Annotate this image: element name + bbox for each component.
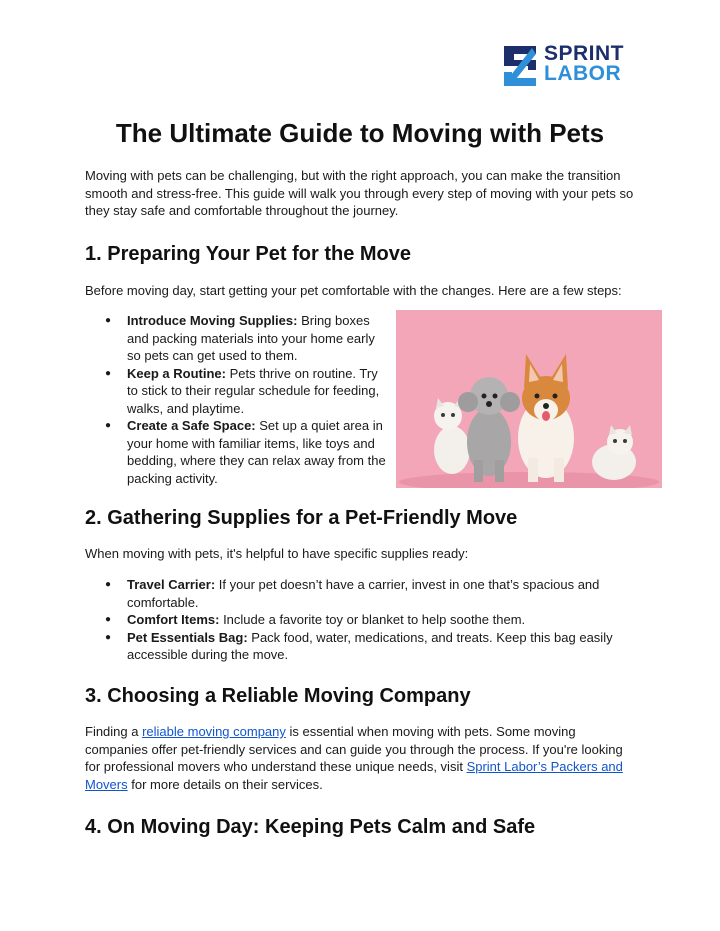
section-4-heading: 4. On Moving Day: Keeping Pets Calm and Safe xyxy=(85,816,536,838)
section-3-heading: 3. Choosing a Reliable Moving Company xyxy=(85,685,471,707)
item-label: Keep a Routine: xyxy=(127,365,226,381)
list-item xyxy=(85,629,635,664)
section-1-lead: Before moving day, start getting your pet comfortable with the changes. Here are a few steps: xyxy=(85,283,622,298)
reliable-moving-company-link[interactable]: reliable moving company xyxy=(142,724,286,739)
paragraph-text: Finding a xyxy=(85,724,143,739)
logo-line-1: SPRINT xyxy=(544,42,625,65)
list-item xyxy=(85,365,390,418)
item-label: Create a Safe Space: xyxy=(127,418,256,433)
item-text: Pack food, water, medications, and treats. Keep this bag easily accessible during the move. xyxy=(127,629,613,662)
item-text: Pets thrive on routine. Try to stick to their regular schedule for feeding, walks, and playtime. xyxy=(127,365,380,416)
paragraph-text: is essential when moving with pets. Some moving companies offer pet-friendly services and can guide you through the process. If you're looking for professional movers who understand these unique needs, visit xyxy=(85,724,623,774)
item-label: Introduce Moving Supplies: xyxy=(127,313,298,328)
pets-photo xyxy=(396,310,662,488)
item-text: Set up a quiet area in your home with familiar items, like toys and bedding, where they can relax away from the packing activity. xyxy=(127,418,386,486)
list-item xyxy=(85,312,390,365)
list-item xyxy=(85,576,635,611)
sprint-labor-logo xyxy=(500,44,640,88)
item-text: If your pet doesn’t have a carrier, invest in one that’s spacious and comfortable. xyxy=(127,577,600,610)
intro-paragraph: Moving with pets can be challenging, but with the right approach, you can make the transition smooth and stress-free. This guide will walk you through every step of moving with your pets so they stay safe and comfortable throughout the journey. xyxy=(85,168,634,218)
page-title: The Ultimate Guide to Moving with Pets xyxy=(115,118,605,148)
section-2-heading: 2. Gathering Supplies for a Pet-Friendly Move xyxy=(85,507,518,529)
section-1-list xyxy=(85,312,390,487)
item-label: Pet Essentials Bag: xyxy=(127,629,248,645)
section-1-heading: 1. Preparing Your Pet for the Move xyxy=(85,243,411,265)
packers-and-movers-link[interactable]: Sprint Labor’s Packers and Movers xyxy=(85,759,623,792)
item-text: Bring boxes and packing materials into your home early so pets can get used to them. xyxy=(127,313,375,363)
logo-line-2: LABOR xyxy=(544,62,622,85)
item-text: Include a favorite toy or blanket to help soothe them. xyxy=(219,612,526,627)
section-2-lead: When moving with pets, it's helpful to have specific supplies ready: xyxy=(85,546,469,561)
list-item xyxy=(85,417,390,487)
section-3-paragraph xyxy=(85,723,635,793)
list-item xyxy=(85,611,635,629)
item-label: Travel Carrier: xyxy=(127,577,216,592)
section-2-list xyxy=(85,576,635,664)
logo-mark-icon xyxy=(500,44,540,88)
item-label: Comfort Items: xyxy=(127,612,220,627)
paragraph-text: for more details on their services. xyxy=(127,776,323,792)
